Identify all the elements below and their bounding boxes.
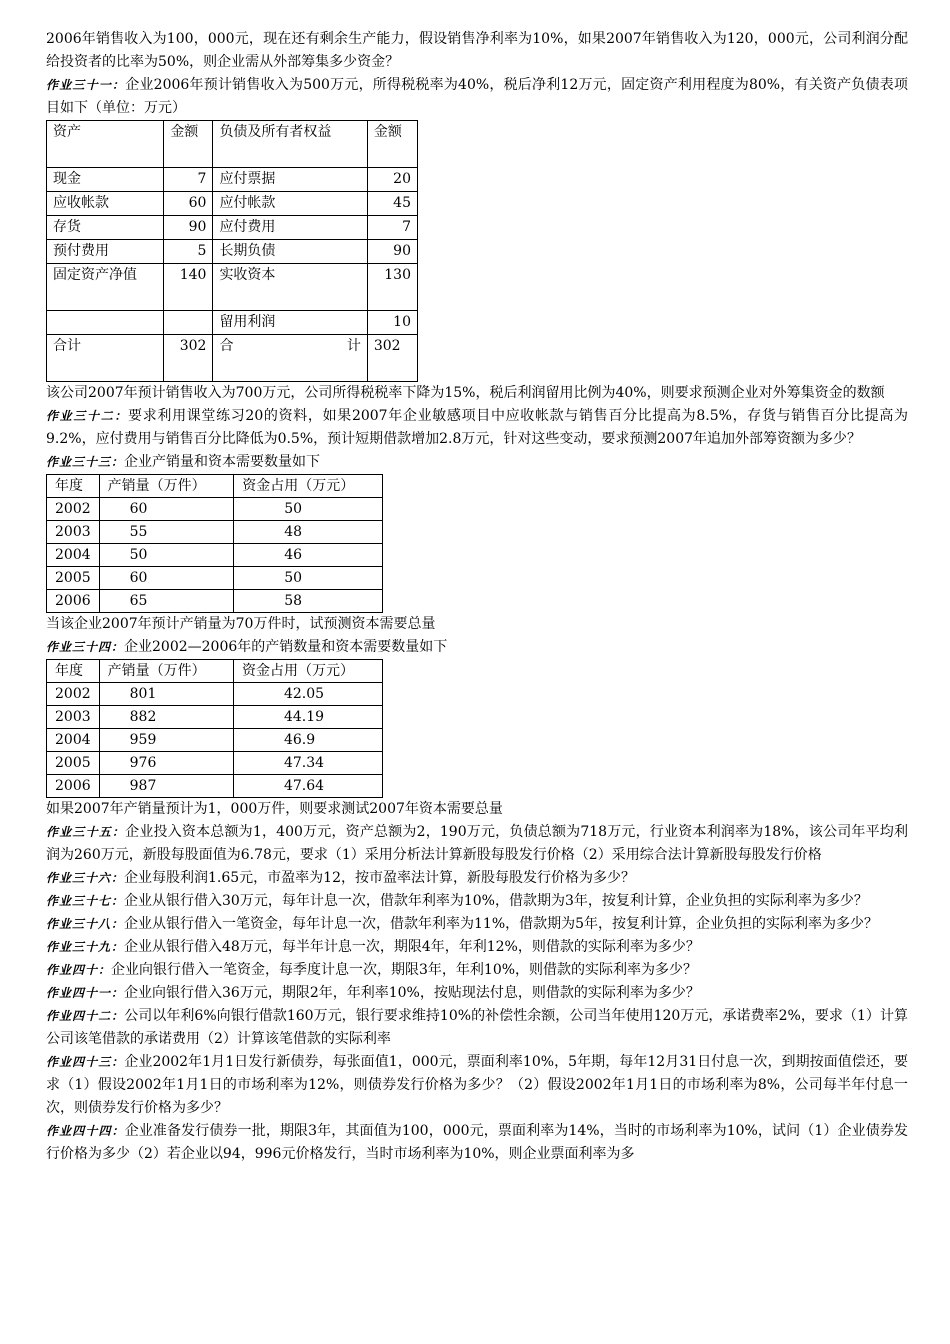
homework-text: 企业向银行借入36万元，期限2年，年利率10%，按贴现法付息，则借款的实际利率为多少？ [124,985,700,1001]
homework-label: 作业三十一： [46,78,126,92]
table-cell: 5 [164,240,213,264]
table-cell: 2004 [47,544,100,567]
table-cell: 应收帐款 [47,192,164,216]
table-row [47,775,383,798]
homework-text: 企业2002—2006年的产销数量和资本需要数量如下 [124,639,448,655]
homework-label: 作业四十三： [46,1055,125,1069]
homework-text: 企业准备发行债券一批，期限3年，其面值为100，000元，票面利率为14%，当时的市场利率为10%，试问（1）企业债券发行价格为多少（2）若企业以94，996元价格发行，当时市场利率为10%，则企业票面利率为多 [46,1123,908,1162]
table-cell: 50 [234,498,383,521]
table-cell: 60 [99,567,234,590]
header-volume: 产销量（万件） [99,660,233,683]
table-cell: 20 [367,168,417,192]
table-cell: 90 [164,216,213,240]
table-cell: 固定资产净值 [47,264,164,311]
homework-33-question: 当该企业2007年预计产销量为70万件时，试预测资本需要总量 [46,616,436,632]
table-header-row [47,121,418,168]
table-cell: 7 [367,216,417,240]
homework-text: 企业从银行借入48万元，每半年计息一次，期限4年，年利12%，则借款的实际利率为多少？ [124,939,700,955]
table-cell: 42.05 [233,683,382,706]
table-row [47,240,418,264]
header-liabilities: 负债及所有者权益 [213,121,367,168]
table-cell: 应付费用 [213,216,367,240]
table-cell: 存货 [47,216,164,240]
homework-40 [46,959,908,982]
table-cell: 50 [234,567,383,590]
table-row [47,168,418,192]
table-cell: 2006 [47,590,100,613]
header-year: 年度 [47,660,100,683]
table-cell: 60 [164,192,213,216]
homework-38 [46,913,908,936]
table-cell: 2004 [47,729,100,752]
homework-text: 要求利用课堂练习20的资料，如果2007年企业敏感项目中应收帐款与销售百分比提高为8.5%，存货与销售百分比提高为9.2%，应付费用与销售百分比降低为0.5%，预计短期借款增加2.8万元，针对这些变动，要求预测2007年追加外部筹资额为多少？ [46,408,908,447]
homework-label: 作业四十： [46,963,112,977]
sales-capital-table-33 [46,474,383,613]
table-row [47,311,418,335]
table-row [47,216,418,240]
homework-text: 企业产销量和资本需要数量如下 [124,454,321,470]
table-cell: 50 [99,544,234,567]
table-cell: 应付票据 [213,168,367,192]
table-cell: 60 [99,498,234,521]
table-header-row [47,660,383,683]
homework-34-question: 如果2007年产销量预计为1，000万件，则要求测试2007年资本需要总量 [46,801,503,817]
header-year: 年度 [47,475,100,498]
table-cell: 应付帐款 [213,192,367,216]
homework-33 [46,451,908,474]
homework-37 [46,890,908,913]
header-capital: 资金占用（万元） [234,475,383,498]
table-cell: 801 [99,683,233,706]
homework-label: 作业四十四： [46,1124,125,1138]
table-cell: 140 [164,264,213,311]
table-cell [164,311,213,335]
homework-label: 作业三十五： [46,825,126,839]
table-cell: 现金 [47,168,164,192]
table-total-row [47,335,418,382]
total-liabilities-value: 302 [367,335,417,382]
table-cell: 10 [367,311,417,335]
header-amount: 金额 [164,121,213,168]
homework-31-question: 该公司2007年预计销售收入为700万元，公司所得税税率下降为15%，税后利润留用比例为40%，则要求预测企业对外筹集资金的数额 [46,385,885,401]
homework-text: 企业向银行借入一笔资金，每季度计息一次，期限3年，年利10%，则借款的实际利率为多少？ [111,962,698,978]
header-volume: 产销量（万件） [99,475,234,498]
homework-label: 作业三十七： [46,894,125,908]
table-cell: 2005 [47,567,100,590]
table-row [47,590,383,613]
table-row [47,706,383,729]
table-cell: 45 [367,192,417,216]
table-cell: 90 [367,240,417,264]
homework-31 [46,74,908,120]
table-cell: 44.19 [233,706,382,729]
table-cell: 959 [99,729,233,752]
document-page [46,28,908,1166]
homework-text: 企业2006年预计销售收入为500万元，所得税税率为40%，税后净利12万元，固定资产利用程度为80%，有关资产负债表项目如下（单位：万元） [46,77,908,116]
table-cell: 预付费用 [47,240,164,264]
homework-text: 企业2002年1月1日发行新债券，每张面值1，000元，票面利率10%，5年期，每年12月31日付息一次，到期按面值偿还，要求（1）假设2002年1月1日的市场利率为12%，则债券发行价格为多少？（2）假设2002年1月1日的市场利率为8%，公司每半年付息一次，则债券发行价格为多少？ [46,1054,908,1116]
table-cell [47,311,164,335]
homework-label: 作业三十四： [46,640,125,654]
table-cell: 48 [234,521,383,544]
homework-42 [46,1005,908,1051]
table-header-row [47,475,383,498]
table-cell: 2003 [47,521,100,544]
total-label-part: 合 [219,338,234,354]
table-cell: 实收资本 [213,264,367,311]
intro-paragraph: 2006年销售收入为100，000元，现在还有剩余生产能力，假设销售净利率为10%，如果2007年销售收入为120，000元，公司利润分配给投资者的比率为50%，则企业需从外部筹集多少资金？ [46,31,908,70]
table-row [47,521,383,544]
table-cell: 7 [164,168,213,192]
homework-35 [46,821,908,867]
table-cell: 2006 [47,775,100,798]
homework-label: 作业三十六： [46,871,125,885]
header-amount-2: 金额 [367,121,417,168]
total-liabilities-label [213,335,367,382]
table-cell: 130 [367,264,417,311]
table-cell: 46 [234,544,383,567]
homework-39 [46,936,908,959]
table-row [47,192,418,216]
homework-text: 公司以年利6%向银行借款160万元，银行要求维持10%的补偿性余额，公司当年使用120万元，承诺费率2%，要求（1）计算公司该笔借款的承诺费用（2）计算该笔借款的实际利率 [46,1008,908,1047]
header-capital: 资金占用（万元） [233,660,382,683]
table-row [47,729,383,752]
homework-43 [46,1051,908,1120]
header-asset: 资产 [47,121,164,168]
table-row [47,498,383,521]
table-cell: 55 [99,521,234,544]
table-cell: 2002 [47,498,100,521]
total-assets-label: 合计 [47,335,164,382]
table-cell: 987 [99,775,233,798]
table-cell: 2003 [47,706,100,729]
sales-capital-table-34 [46,659,383,798]
table-row [47,752,383,775]
homework-label: 作业三十九： [46,940,125,954]
table-cell: 46.9 [233,729,382,752]
table-cell: 47.34 [233,752,382,775]
homework-36 [46,867,908,890]
homework-label: 作业三十二： [46,409,129,423]
total-label-part: 计 [346,338,361,354]
homework-44 [46,1120,908,1166]
homework-label: 作业三十三： [46,455,125,469]
table-cell: 47.64 [233,775,382,798]
homework-34 [46,636,908,659]
table-cell: 882 [99,706,233,729]
table-row [47,683,383,706]
table-cell: 65 [99,590,234,613]
homework-32 [46,405,908,451]
homework-label: 作业四十一： [46,986,125,1000]
table-cell: 976 [99,752,233,775]
total-assets-value: 302 [164,335,213,382]
homework-text: 企业每股利润1.65元，市盈率为12，按市盈率法计算，新股每股发行价格为多少？ [124,870,635,886]
table-row [47,567,383,590]
homework-41 [46,982,908,1005]
balance-sheet-table [46,120,418,382]
table-cell: 留用利润 [213,311,367,335]
table-cell: 58 [234,590,383,613]
table-row [47,544,383,567]
table-cell: 2005 [47,752,100,775]
homework-text: 企业投入资本总额为1，400万元，资产总额为2，190万元，负债总额为718万元，行业资本利润率为18%，该公司年平均利润为260万元，新股每股面值为6.78元，要求（1）采用分析法计算新股每股发行价格（2）采用综合法计算新股每股发行价格 [46,824,908,863]
table-cell: 长期负债 [213,240,367,264]
homework-label: 作业三十八： [46,917,125,931]
table-row [47,264,418,311]
homework-text: 企业从银行借入30万元，每年计息一次，借款年利率为10%，借款期为3年，按复利计算，企业负担的实际利率为多少？ [124,893,868,909]
table-cell: 2002 [47,683,100,706]
homework-text: 企业从银行借入一笔资金，每年计息一次，借款年利率为11%，借款期为5年，按复利计算，企业负担的实际利率为多少？ [124,916,879,932]
homework-label: 作业四十二： [46,1009,125,1023]
